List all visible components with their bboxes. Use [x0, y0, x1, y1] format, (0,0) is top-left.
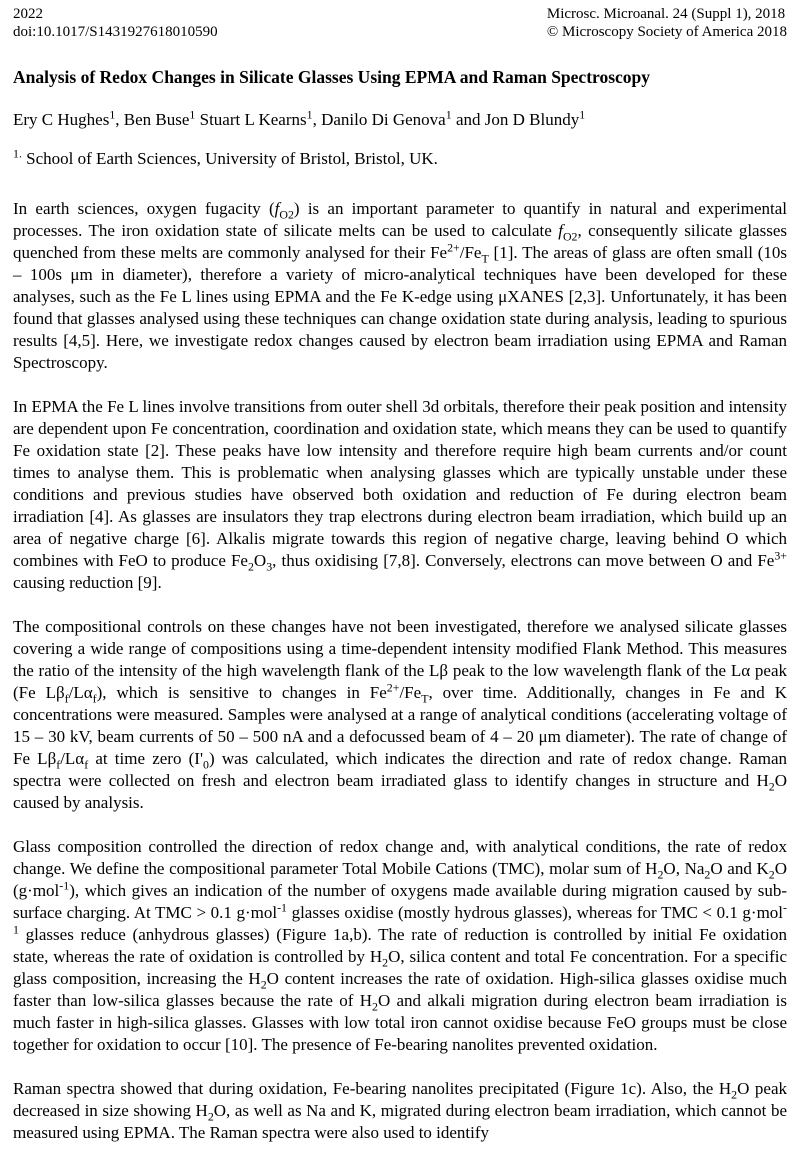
affiliation-line: $^{1.}$ School of Earth Sciences, University of Bristol, Bristol, UK.	[13, 146, 438, 168]
doi-text: doi:10.1017/S1431927618010590	[13, 24, 218, 40]
header-right	[547, 5, 787, 41]
authors-line: Ery C Hughes$^1$, Ben Buse$^1$ Stuart L Kearns$^1$, Danilo Di Genova$^1$ and Jon D Blundy$^1$	[13, 107, 586, 129]
header-left	[13, 5, 218, 41]
abstract-body	[13, 198, 787, 1144]
year-text: 2022	[13, 6, 43, 22]
paragraph-1: In earth sciences, oxygen fugacity $(f_{O2})$ is an important parameter to quantify in natural and experimental processes. The iron oxidation state of silicate melts can be used to calculate $f_{O2}$, consequently silicate glasses quenched from these melts are commonly analysed for their $Fe^{2+}/Fe_T$ [1]. The areas of glass are often small (10s – 100s μm in diameter), therefore a variety of micro-analytical techniques have been developed for these analyses, such as the Fe L lines using EPMA and the Fe K-edge using μXANES [2,3]. Unfortunately, it has been found that glasses analysed using these techniques can change oxidation state during analysis, leading to spurious results [4,5]. Here, we investigate redox changes caused by electron beam irradiation using EPMA and Raman Spectroscopy.	[13, 199, 788, 372]
paragraph-4: Glass composition controlled the direction of redox change and, with analytical conditions, the rate of redox change. We define the compositional parameter Total Mobile Cations (TMC), molar sum of $H_2O$, $Na_2O$ and $K_2O$ (g·mol$^{-1}$), which gives an indication of the number of oxygens made available during migration caused by sub-surface charging. At TMC > 0.1 g·mol$^{-1}$ glasses oxidise (mostly hydrous glasses), whereas for TMC < 0.1 g·mol$^{-1}$ glasses reduce (anhydrous glasses) (Figure 1a,b). The rate of reduction is controlled by initial Fe oxidation state, whereas the rate of oxidation is controlled by $H_2O$, silica content and total Fe concentration. For a specific glass composition, increasing the $H_2O$ content increases the rate of oxidation. High-silica glasses oxidise much faster than low-silica glasses because the rate of $H_2O$ and alkali migration during electron beam irradiation is much faster in high-silica glasses. Glasses with low total iron cannot oxidise because FeO groups must be close together for oxidation to occur [10]. The presence of Fe-bearing nanolites prevented oxidation.	[13, 837, 787, 1054]
journal-citation-text: Microsc. Microanal. 24 (Suppl 1), 2018	[546, 6, 786, 22]
paper-title: Analysis of Redox Changes in Silicate Glasses Using EPMA and Raman Spectroscopy	[13, 67, 651, 87]
paragraph-2: In EPMA the Fe L lines involve transitions from outer shell 3d orbitals, therefore their peak position and intensity are dependent upon Fe concentration, coordination and oxidation state, which means they can be used to quantify Fe oxidation state [2]. These peaks have low intensity and therefore require high beam currents and/or count times to analyse them. This is problematic when analysing glasses which are typically unstable under these conditions and previous studies have observed both oxidation and reduction of Fe during electron beam irradiation [4]. As glasses are insulators they trap electrons during electron beam irradiation, which build up an area of negative charge [6]. Alkalis migrate towards this region of negative charge, leaving behind O which combines with FeO to produce $Fe_2O_3$, thus oxidising [7,8]. Conversely, electrons can move between O and $Fe^{3+}$ causing reduction [9].	[13, 397, 787, 592]
paragraph-3: The compositional controls on these changes have not been investigated, therefore we analysed silicate glasses covering a wide range of compositions using a time-dependent intensity modified Flank Method. This measures the ratio of the intensity of the high wavelength flank of the Lβ peak to the low wavelength flank of the Lα peak (Fe $L\beta_f/L\alpha_f$), which is sensitive to changes in $Fe^{2+}/Fe_T$, over time. Additionally, changes in Fe and K concentrations were measured. Samples were analysed at a range of analytical conditions (accelerating voltage of 15 – 30 kV, beam currents of 50 – 500 nA and a defocussed beam of 4 – 20 μm diameter). The rate of change of Fe $L\beta_f/L\alpha_f$ at time zero $(I'_0)$ was calculated, which indicates the direction and rate of redox change. Raman spectra were collected on fresh and electron beam irradiated glass to identify changes in structure and $H_2O$ caused by analysis.	[13, 617, 787, 812]
paragraph-5: Raman spectra showed that during oxidation, Fe-bearing nanolites precipitated (Figure 1c). Also, the $H_2O$ peak decreased in size showing $H_2O$, as well as Na and K, migrated during electron beam irradiation, which cannot be measured using EPMA. The Raman spectra were also used to identify	[13, 1079, 787, 1142]
page-header	[13, 5, 787, 41]
copyright-text: © Microscopy Society of America 2018	[546, 24, 787, 40]
